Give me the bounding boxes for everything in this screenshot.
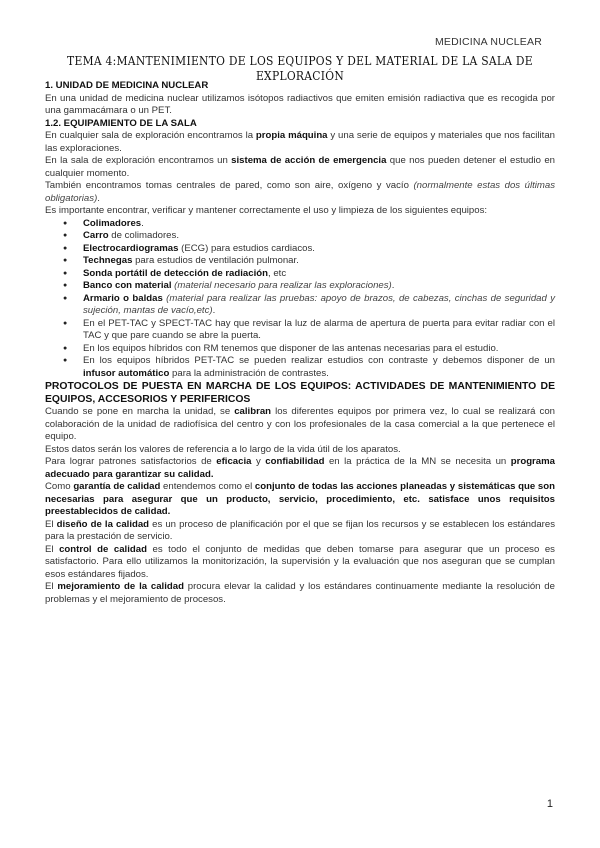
paragraph-unidad: En una unidad de medicina nuclear utilizamos isótopos radiactivos que emiten emisión radiactiva que es recogida por una gammacámara o un PET. bbox=[45, 92, 555, 116]
list-item: ● Banco con material (material necesario para realizar las exploraciones). bbox=[71, 280, 555, 293]
paragraph-patrones: Para lograr patrones satisfactorios de eficacia y confiabilidad en la práctica de la MN se necesita un programa adecuado para garantizar su calidad. bbox=[45, 456, 555, 480]
paragraph-emergencia: En la sala de exploración encontramos un sistema de acción de emergencia que nos pueden detener el estudio en cualquier momento. bbox=[45, 155, 555, 179]
page-number: 1 bbox=[546, 798, 553, 810]
paragraph-equipos-intro: Es importante encontrar, verificar y mantener correctamente el uso y limpieza de los siguientes equipos: bbox=[45, 205, 488, 216]
list-item: ● En los equipos híbridos con RM tenemos que disponer de las antenas necesarias para el estudio. bbox=[71, 343, 555, 356]
paragraph-mejoramiento-calidad: El mejoramiento de la calidad procura elevar la calidad y los estándares continuamente mediante la resolución de problemas y el mejoramiento de procesos. bbox=[45, 581, 555, 605]
paragraph-garantia-calidad: Como garantía de calidad entendemos como el conjunto de todas las acciones planeadas y sistemáticas que son necesarias para asegurar que un producto, servicio, procedimiento, etc. satisface unos requisitos preestablecidos de calidad. bbox=[45, 481, 555, 517]
section-heading-unidad: 1. UNIDAD DE MEDICINA NUCLEAR bbox=[45, 80, 209, 91]
paragraph-maquina: En cualquier sala de exploración encontramos la propia máquina y una serie de equipos y materiales que nos facilitan las exploraciones. bbox=[45, 130, 555, 154]
paragraph-tomas: También encontramos tomas centrales de pared, como son aire, oxígeno y vacío (normalmente estas dos últimas obligatorias). bbox=[45, 180, 556, 204]
section-heading-protocolos: PROTOCOLOS DE PUESTA EN MARCHA DE LOS EQUIPOS: ACTIVIDADES DE MANTENIMIENTO DE EQUIPOS, ACCESORIOS Y PERIFERICOS bbox=[45, 381, 555, 405]
section-heading-equipamiento: 1.2. EQUIPAMIENTO DE LA SALA bbox=[45, 117, 197, 129]
paragraph-diseno-calidad: El diseño de la calidad es un proceso de planificación por el que se fijan los recursos y se establecen los estándares para la prestación de servicio. bbox=[45, 518, 556, 542]
list-item: ● Technegas para estudios de ventilación pulmonar. bbox=[71, 255, 555, 268]
page-title: TEMA 4:MANTENIMIENTO DE LOS EQUIPOS Y DEL MATERIAL DE LA SALA DE EXPLORACIÓN bbox=[67, 53, 533, 83]
list-item: ● Electrocardiogramas (ECG) para estudios cardiacos. bbox=[71, 243, 555, 256]
list-item: ● Carro de colimadores. bbox=[71, 230, 555, 243]
paragraph-valores-referencia: Estos datos serán los valores de referencia a lo largo de la vida útil de los aparatos. bbox=[45, 443, 401, 455]
list-item: ● En el PET-TAC y SPECT-TAC hay que revisar la luz de alarma de apertura de puerta para evitar radiar con el TAC y que pare cuando se abre la puerta. bbox=[71, 318, 555, 343]
paragraph-control-calidad: El control de calidad es todo el conjunto de medidas que deben tomarse para asegurar que un proceso es satisfactorio. Para ello utilizamos la monitorización, la supervisión y la evaluación que nos aseguran que se cumplan esos estándares fijados. bbox=[45, 543, 555, 580]
list-item: ● Sonda portátil de detección de radiación, etc bbox=[71, 268, 555, 281]
list-item: ● Colimadores. bbox=[71, 218, 555, 231]
running-header: MEDICINA NUCLEAR bbox=[434, 36, 542, 48]
equipment-list bbox=[45, 218, 555, 381]
list-item: ● En los equipos híbridos PET-TAC se pueden realizar estudios con contraste y debemos disponer de un infusor automático para la administración de contrastes. bbox=[71, 355, 555, 380]
paragraph-calibran: Cuando se pone en marcha la unidad, se calibran los diferentes equipos por primera vez, lo cual se realizará con colaboración de la unidad de radiofísica del centro y con los profesionales de la casa comercial a la que pertenece el equipo. bbox=[45, 406, 556, 442]
document-body bbox=[45, 80, 555, 606]
list-item: ● Armario o baldas (material para realizar las pruebas: apoyo de brazos, de cabezas, cinchas de seguridad y sujeción, mantas de vacío,etc). bbox=[71, 293, 555, 318]
